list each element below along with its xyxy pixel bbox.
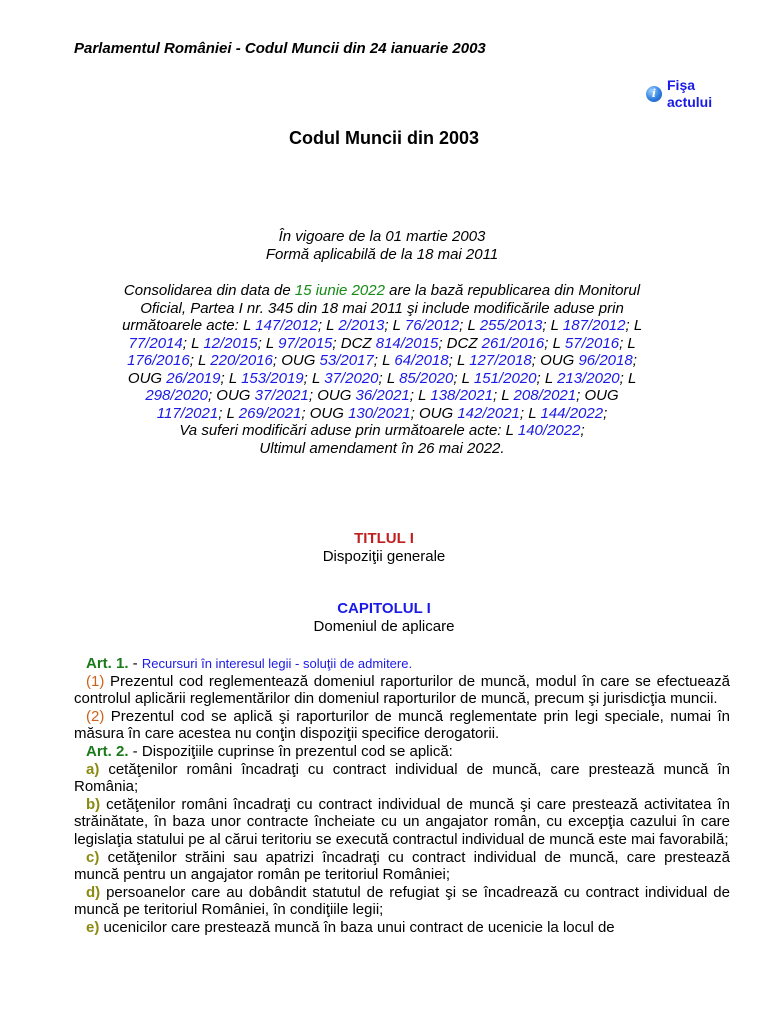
art2-item: d) persoanelor care au dobândit statutul de refugiat şi se încadrează cu contract individual de muncă pe teritoriul României, în condiţiile legii; [74,883,730,919]
act-type: DCZ [340,334,376,352]
act-type: L [191,334,204,352]
consolidation-block: Consolidarea din data de 15 iunie 2022 are la bază republicarea din Monitorul Oficial, Partea I nr. 345 din 18 mai 2011 şi include modificările aduse prin următoarele acte: L 147/2012; L 2/2013; L 76/2012; L 255/2013; L 187/2012; L 77/2014; L 12/2015; L 97/2015; DCZ 814/2015; DCZ 261/2016; L 57/2016; L 176/2016; L 220/2016; OUG 53/2017; L 64/2018; L 127/2018; OUG 96/2018; OUG 26/2019; L 153/2019; L 37/2020; L 85/2020; L 151/2020; L 213/2020; L 298/2020; OUG 37/2021; OUG 36/2021; L 138/2021; L 208/2021; OUG 117/2021; L 269/2021; OUG 130/2021; OUG 142/2021; L 144/2022; Va suferi modificări aduse prin următoarele acte: L 140/2022; Ultimul amendament în 26 mai 2022. [122,282,642,457]
act-link[interactable]: 153/2019 [241,369,304,387]
act-separator: ; [536,369,545,387]
act-link[interactable]: 97/2015 [278,334,333,352]
art2-item: b) cetăţenilor români încadraţi cu contract individual de muncă şi care prestează activitatea în străinătate, în baza unor contracte încheiate cu un angajator român, cu excepţia cazului în care legislaţia statului pe al cărui teritoriu se execută contractul individual de muncă este mai favorabilă; [74,795,730,848]
act-separator: ; [308,387,318,404]
act-link[interactable]: 57/2016 [564,334,620,352]
act-separator: ; [544,334,553,352]
act-type: L [552,334,565,352]
act-type: OUG [309,404,349,422]
act-separator: ; [378,369,387,387]
act-separator: ; [531,352,541,369]
act-type: DCZ [446,334,482,352]
act-link[interactable]: 220/2016 [210,352,273,369]
act-link[interactable]: 187/2012 [562,317,626,334]
act-sheet-link[interactable] [646,77,712,111]
art1-heading: Art. 1. - Recursuri în interesul legii - soluţii de admitere. [86,655,413,672]
act-type: L [633,317,642,334]
act-type: L [628,369,637,387]
act-type: L [198,352,211,369]
act-link[interactable]: 151/2020 [473,369,537,387]
act-separator: ; [207,387,217,404]
art2-item: a) cetăţenilor români încadraţi cu contract individual de muncă, care prestează muncă în România; [74,760,730,796]
chapter-heading [0,600,768,636]
act-separator: ; [619,334,628,352]
act-link[interactable]: 814/2015 [375,334,439,352]
act-link[interactable]: 142/2021 [457,404,520,422]
act-type: L [382,352,395,369]
act-link[interactable]: 255/2013 [479,317,543,334]
art2-label[interactable]: Art. 2. [86,742,129,760]
act-link[interactable]: 77/2014 [128,334,183,352]
act-type: L [544,369,558,387]
chapter-subtitle: Domeniul de aplicare [313,618,455,635]
in-force-date: În vigoare de la 01 martie 2003 [278,228,486,245]
act-separator: ; [272,352,282,369]
act-separator: ; [603,404,608,422]
act-link[interactable]: 37/2021 [254,387,309,404]
title-heading [0,530,768,566]
act-type: L [456,352,470,369]
act-link[interactable]: 36/2021 [355,387,410,404]
act-link[interactable]: 53/2017 [319,352,374,369]
act-type: L [501,387,514,404]
act-type: OUG [127,369,167,387]
act-separator: ; [625,317,634,334]
act-separator: ; [576,387,585,404]
art2-item: c) cetăţenilor străini sau apatrizi încadraţi cu contract individual de muncă, care prestează muncă pentru un angajator român pe teritoriul României; [74,848,730,884]
act-link[interactable]: 208/2021 [513,387,577,404]
act-link[interactable]: 298/2020 [145,387,208,404]
act-separator: ; [182,334,192,352]
act-type: L [627,334,636,352]
title-label: TITLUL I [354,530,414,547]
act-type: L [461,369,474,387]
consolidation-date: 15 iunie 2022 [294,282,385,299]
act-type: L [386,369,400,387]
act-link[interactable]: 96/2018 [578,352,633,369]
item-letter: a) [86,760,100,778]
chapter-label: CAPITOLUL I [337,600,431,617]
act-type: L [243,317,256,334]
act-separator: ; [438,334,447,352]
paragraph-number: (1) [86,672,105,690]
act-link[interactable]: 144/2022 [540,404,604,422]
act-separator: ; [542,317,551,334]
act-link[interactable]: 117/2021 [156,404,219,422]
act-link[interactable]: 138/2021 [430,387,493,404]
act-link[interactable]: 76/2012 [404,317,460,334]
act-type: L [228,369,242,387]
art2-heading: Art. 2. - Dispoziţiile cuprinse în prezentul cod se aplică: [86,742,453,760]
act-link[interactable]: 261/2016 [481,334,545,352]
act-separator: ; [303,369,312,387]
art1-paragraph-2: (2) Prezentul cod se aplică şi raporturilor de muncă reglementate prin legi speciale, numai în măsura în care acestea nu conţin dispoziţii specifice derogatorii. [74,707,730,743]
act-separator: ; [492,387,502,404]
act-link[interactable]: 37/2020 [324,369,379,387]
act-link[interactable]: 213/2020 [557,369,620,387]
act-type: L [528,404,541,422]
act-link[interactable]: 130/2021 [348,404,411,422]
act-type: L [550,317,563,334]
act-separator: ; [409,387,419,404]
act-type: OUG [418,404,458,422]
act-type: L [312,369,325,387]
act-link[interactable]: 176/2016 [127,352,190,369]
item-letter: e) [86,918,100,936]
document-title: Codul Muncii din 2003 [288,128,480,148]
act-type: OUG [216,387,255,404]
act-type: L [467,317,480,334]
act-separator: ; [257,334,266,352]
act-type: L [265,334,279,352]
act-link[interactable]: 2/2013 [338,317,385,334]
art1-case-law-note[interactable]: Recursuri în interesul legii - soluţii de admitere. [141,656,413,671]
act-separator: ; [384,317,393,334]
act-link[interactable]: 12/2015 [203,334,258,352]
future-act-link[interactable]: 140/2022 [517,422,581,439]
act-separator: ; [301,404,310,422]
item-letter: d) [86,883,101,901]
act-type: L [392,317,405,334]
art2-item: e) ucenicilor care prestează muncă în baza unui contract de ucenicie la locul de [86,918,615,936]
act-link[interactable]: 85/2020 [399,369,454,387]
act-separator: ; [189,352,199,369]
art1-label[interactable]: Art. 1. [86,655,129,672]
paragraph-number: (2) [86,707,105,725]
act-link[interactable]: 26/2019 [166,369,221,387]
act-separator: ; [373,352,383,369]
act-type: OUG [281,352,320,369]
act-link[interactable]: 269/2021 [238,404,302,422]
act-type: L [326,317,339,334]
act-separator: ; [448,352,457,369]
articles-body [74,655,730,937]
act-separator: ; [619,369,628,387]
art1-paragraph-1: (1) Prezentul cod reglementează domeniul raporturilor de muncă, modul în care se efectuează controlul aplicării reglementărilor din domeniul raporturilor de muncă, precum şi jurisdicţia muncii. [74,672,730,708]
art2-intro: Dispoziţiile cuprinse în prezentul cod se aplică: [141,742,453,760]
act-separator: ; [632,352,637,369]
item-letter: c) [86,848,100,866]
item-letter: b) [86,795,101,813]
validity-block [112,228,652,263]
act-separator: ; [220,369,229,387]
info-icon[interactable]: i [646,86,662,102]
title-subtitle: Dispoziţii generale [322,548,446,565]
document-header: Parlamentul României - Codul Muncii din 24 ianuarie 2003 [74,40,486,57]
last-amendment: Ultimul amendament în 26 mai 2022. [259,439,505,457]
act-separator: ; [317,317,327,334]
act-separator: ; [332,334,341,352]
act-type: L [226,404,239,422]
act-link[interactable]: 64/2018 [394,352,449,369]
act-separator: ; [410,404,419,422]
act-type: L [418,387,431,404]
applicable-form-date: Formă aplicabilă de la 18 mai 2011 [265,245,499,263]
act-type: OUG [584,387,619,404]
act-separator: ; [218,404,227,422]
act-type: OUG [540,352,579,369]
act-link[interactable]: 147/2012 [255,317,318,334]
act-sheet-label[interactable]: Fişa actului [667,77,713,110]
act-separator: ; [453,369,462,387]
act-type: OUG [317,387,356,404]
act-separator: ; [519,404,529,422]
act-link[interactable]: 127/2018 [469,352,532,369]
act-separator: ; [459,317,468,334]
